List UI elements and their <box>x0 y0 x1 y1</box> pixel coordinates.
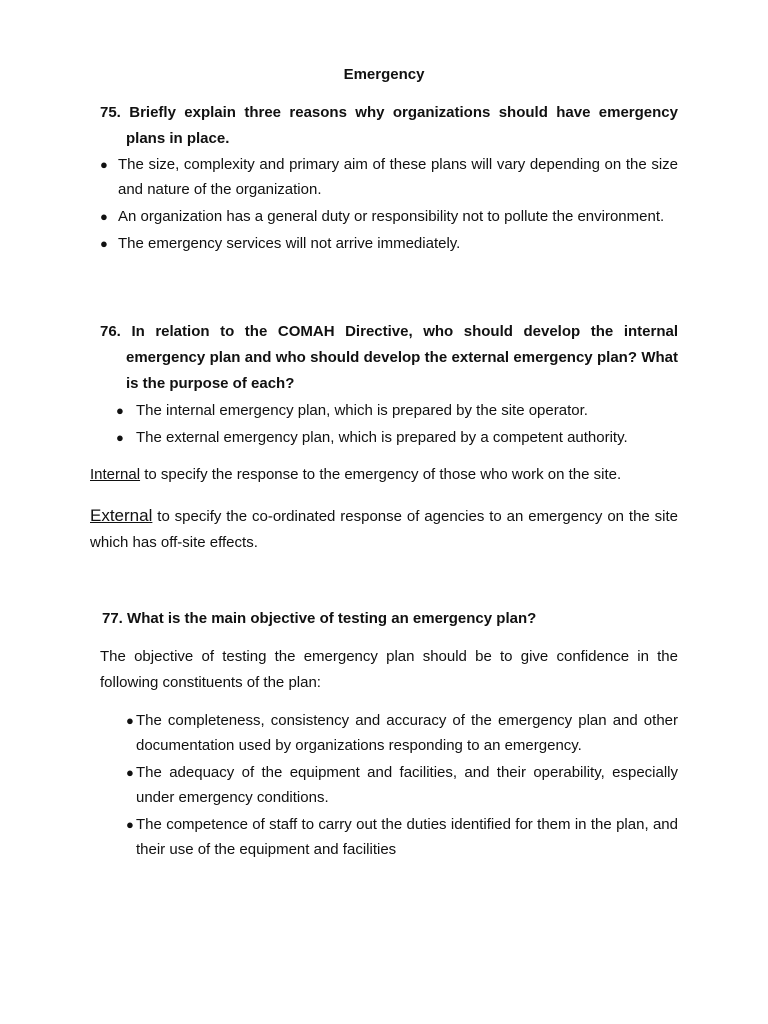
bullet-icon: ● <box>116 403 124 418</box>
bullet-icon: ● <box>100 157 108 172</box>
bullet-icon: ● <box>126 713 134 728</box>
question-number: 76. <box>100 323 121 340</box>
page-title: Emergency <box>343 66 425 83</box>
bullet-icon: ● <box>126 817 134 832</box>
bullet-icon: ● <box>126 765 134 780</box>
external-term: External <box>90 506 153 525</box>
list-item: ● An organization has a general duty or responsibility not to pollute the environment. <box>100 204 678 229</box>
list-item: ● The size, complexity and primary aim of these plans will vary depending on the size and nature of the organization. <box>100 152 678 202</box>
list-item: ● The emergency services will not arrive immediately. <box>100 231 678 256</box>
list-item: ● The external emergency plan, which is prepared by a competent authority. <box>116 425 678 450</box>
internal-text: to specify the response to the emergency of those who work on the site. <box>140 466 622 483</box>
bullet-icon: ● <box>100 209 108 224</box>
answer-list-77 <box>126 708 678 864</box>
list-item: ● The adequacy of the equipment and facilities, and their operability, especially under emergency conditions. <box>126 760 678 810</box>
list-item: ● The completeness, consistency and accuracy of the emergency plan and other documentation used by organizations responding to an emergency. <box>126 708 678 758</box>
question-text: Briefly explain three reasons why organizations should have emergency plans in place. <box>126 104 678 147</box>
question-77 <box>102 606 678 632</box>
question-number: 77. <box>102 610 123 627</box>
bullet-icon: ● <box>116 430 124 445</box>
question-number: 75. <box>100 104 121 121</box>
question-text: In relation to the COMAH Directive, who should develop the internal emergency plan and who should develop the external emergency plan? What is the purpose of each? <box>126 323 678 392</box>
external-purpose <box>90 503 678 556</box>
question-text: What is the main objective of testing an emergency plan? <box>127 610 537 627</box>
answer-list-76 <box>116 398 678 452</box>
answer-list-75 <box>100 152 678 258</box>
bullet-icon: ● <box>100 236 108 251</box>
external-text: to specify the co-ordinated response of agencies to an emergency on the site which has off-site effects. <box>90 508 678 551</box>
internal-purpose <box>90 462 678 488</box>
list-item: ● The competence of staff to carry out the duties identified for them in the plan, and their use of the equipment and facilities <box>126 812 678 862</box>
list-item: ● The internal emergency plan, which is prepared by the site operator. <box>116 398 678 423</box>
internal-term: Internal <box>90 466 141 483</box>
objective-intro: The objective of testing the emergency plan should be to give confidence in the following constituents of the plan: <box>100 648 678 691</box>
question-76 <box>100 319 678 397</box>
question-75 <box>100 100 678 152</box>
